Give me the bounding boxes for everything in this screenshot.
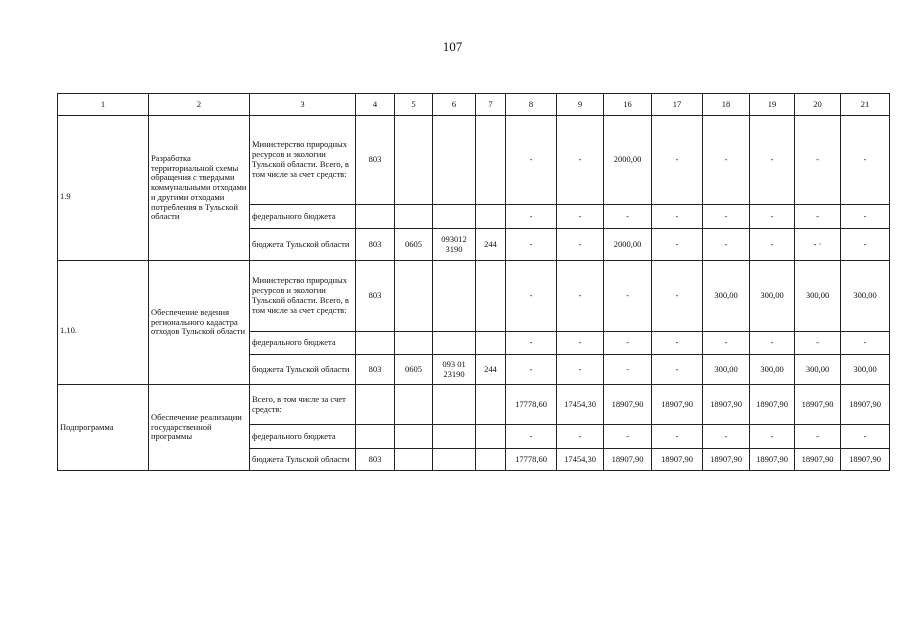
row-name: Разработка территориальной схемы обращения с твердыми коммунальными отходами и другими отходами потребления в Тульской области	[149, 116, 250, 261]
funding-source: Министерство природных ресурсов и экологии Тульской области. Всего, в том числе за счет средств:	[250, 261, 356, 332]
cell-c8: -	[506, 229, 557, 261]
cell-c9: 17454,30	[557, 385, 604, 425]
cell-c4: 803	[356, 261, 395, 332]
cell-c8: -	[506, 355, 557, 385]
header-cell: 3	[250, 94, 356, 116]
cell-c9: -	[557, 229, 604, 261]
cell-c7	[476, 385, 506, 425]
cell-c4	[356, 385, 395, 425]
cell-c9: -	[557, 425, 604, 449]
cell-c17: -	[652, 425, 703, 449]
cell-c20: -	[795, 425, 841, 449]
cell-c9: -	[557, 116, 604, 205]
cell-c9: -	[557, 332, 604, 355]
cell-c9: -	[557, 205, 604, 229]
cell-c21: 18907,90	[841, 385, 890, 425]
cell-c5: 0605	[395, 229, 433, 261]
page-number: 107	[442, 39, 463, 54]
cell-c20: 18907,90	[795, 449, 841, 471]
cell-c20: 300,00	[795, 261, 841, 332]
cell-c21: -	[841, 229, 890, 261]
cell-c6	[433, 116, 476, 205]
cell-c9: -	[557, 355, 604, 385]
cell-c19: -	[750, 229, 795, 261]
header-cell: 7	[476, 94, 506, 116]
header-cell: 19	[750, 94, 795, 116]
cell-c5	[395, 116, 433, 205]
cell-c19: 300,00	[750, 261, 795, 332]
row-name: Обеспечение ведения регионального кадастра отходов Тульской области	[149, 261, 250, 385]
cell-c18: 300,00	[703, 355, 750, 385]
cell-c19: -	[750, 205, 795, 229]
cell-c17: -	[652, 205, 703, 229]
cell-c7	[476, 425, 506, 449]
cell-c5	[395, 205, 433, 229]
cell-c18: 300,00	[703, 261, 750, 332]
table-row	[58, 261, 890, 332]
cell-c4	[356, 425, 395, 449]
cell-c9: -	[557, 261, 604, 332]
cell-c4: 803	[356, 116, 395, 205]
cell-c8: -	[506, 205, 557, 229]
table-row	[58, 385, 890, 425]
cell-c18: 18907,90	[703, 449, 750, 471]
cell-c7	[476, 205, 506, 229]
cell-c19: 18907,90	[750, 449, 795, 471]
cell-c18: -	[703, 116, 750, 205]
cell-c5: 0605	[395, 355, 433, 385]
cell-c5	[395, 261, 433, 332]
cell-c16: 2000,00	[604, 116, 652, 205]
cell-c21: -	[841, 332, 890, 355]
cell-c17: -	[652, 229, 703, 261]
cell-c5	[395, 385, 433, 425]
header-cell: 20	[795, 94, 841, 116]
cell-c17: -	[652, 261, 703, 332]
cell-c6: 093 01 23190	[433, 355, 476, 385]
cell-c19: -	[750, 425, 795, 449]
cell-c19: -	[750, 332, 795, 355]
cell-c5	[395, 449, 433, 471]
header-cell: 8	[506, 94, 557, 116]
funding-source: федерального бюджета	[250, 425, 356, 449]
header-cell: 5	[395, 94, 433, 116]
cell-c5	[395, 332, 433, 355]
row-code: 1.9	[58, 116, 149, 261]
header-cell: 9	[557, 94, 604, 116]
cell-c8: -	[506, 116, 557, 205]
cell-c20: -	[795, 332, 841, 355]
cell-c17: -	[652, 332, 703, 355]
cell-c20: -	[795, 205, 841, 229]
header-cell: 2	[149, 94, 250, 116]
cell-c19: 300,00	[750, 355, 795, 385]
cell-c16: -	[604, 332, 652, 355]
cell-c20: - ·	[795, 229, 841, 261]
cell-c16: -	[604, 425, 652, 449]
header-cell: 6	[433, 94, 476, 116]
cell-c16: 18907,90	[604, 385, 652, 425]
cell-c8: -	[506, 425, 557, 449]
cell-c20: 300,00	[795, 355, 841, 385]
cell-c7: 244	[476, 355, 506, 385]
cell-c4	[356, 332, 395, 355]
cell-c7	[476, 449, 506, 471]
budget-table	[57, 93, 890, 471]
cell-c6: 093012 3190	[433, 229, 476, 261]
funding-source: Министерство природных ресурсов и экологии Тульской области. Всего, в том числе за счет средств:	[250, 116, 356, 205]
header-cell: 16	[604, 94, 652, 116]
cell-c8: 17778,60	[506, 449, 557, 471]
funding-source: Всего, в том числе за счет средств:	[250, 385, 356, 425]
cell-c18: -	[703, 205, 750, 229]
cell-c21: 18907,90	[841, 449, 890, 471]
cell-c4: 803	[356, 449, 395, 471]
cell-c6	[433, 449, 476, 471]
funding-source: федерального бюджета	[250, 332, 356, 355]
cell-c8: -	[506, 261, 557, 332]
funding-source: федерального бюджета	[250, 205, 356, 229]
cell-c16: -	[604, 355, 652, 385]
header-cell: 17	[652, 94, 703, 116]
cell-c6	[433, 205, 476, 229]
row-code: Подпрограмма	[58, 385, 149, 471]
cell-c4: 803	[356, 355, 395, 385]
cell-c21: -	[841, 425, 890, 449]
cell-c21: 300,00	[841, 261, 890, 332]
cell-c6	[433, 425, 476, 449]
header-cell: 18	[703, 94, 750, 116]
cell-c17: 18907,90	[652, 385, 703, 425]
cell-c5	[395, 425, 433, 449]
cell-c18: -	[703, 332, 750, 355]
cell-c19: -	[750, 116, 795, 205]
row-code: 1.10.	[58, 261, 149, 385]
cell-c16: 18907,90	[604, 449, 652, 471]
funding-source: бюджета Тульской области	[250, 229, 356, 261]
cell-c7	[476, 261, 506, 332]
cell-c21: -	[841, 205, 890, 229]
funding-source: бюджета Тульской области	[250, 355, 356, 385]
cell-c7: 244	[476, 229, 506, 261]
cell-c4: 803	[356, 229, 395, 261]
cell-c16: -	[604, 205, 652, 229]
funding-source: бюджета Тульской области	[250, 449, 356, 471]
header-cell: 4	[356, 94, 395, 116]
cell-c16: -	[604, 261, 652, 332]
cell-c18: -	[703, 229, 750, 261]
cell-c6	[433, 332, 476, 355]
cell-c17: 18907,90	[652, 449, 703, 471]
cell-c9: 17454,30	[557, 449, 604, 471]
header-cell: 21	[841, 94, 890, 116]
cell-c6	[433, 385, 476, 425]
cell-c8: 17778,60	[506, 385, 557, 425]
cell-c21: 300,00	[841, 355, 890, 385]
cell-c6	[433, 261, 476, 332]
cell-c17: -	[652, 116, 703, 205]
cell-c20: 18907,90	[795, 385, 841, 425]
cell-c16: 2000,00	[604, 229, 652, 261]
table-row	[58, 116, 890, 205]
cell-c7	[476, 116, 506, 205]
header-row	[58, 94, 890, 116]
cell-c21: -	[841, 116, 890, 205]
cell-c18: -	[703, 425, 750, 449]
cell-c4	[356, 205, 395, 229]
cell-c8: -	[506, 332, 557, 355]
cell-c20: -	[795, 116, 841, 205]
header-cell: 1	[58, 94, 149, 116]
cell-c7	[476, 332, 506, 355]
row-name: Обеспечение реализации государственной программы	[149, 385, 250, 471]
cell-c17: -	[652, 355, 703, 385]
cell-c18: 18907,90	[703, 385, 750, 425]
cell-c19: 18907,90	[750, 385, 795, 425]
